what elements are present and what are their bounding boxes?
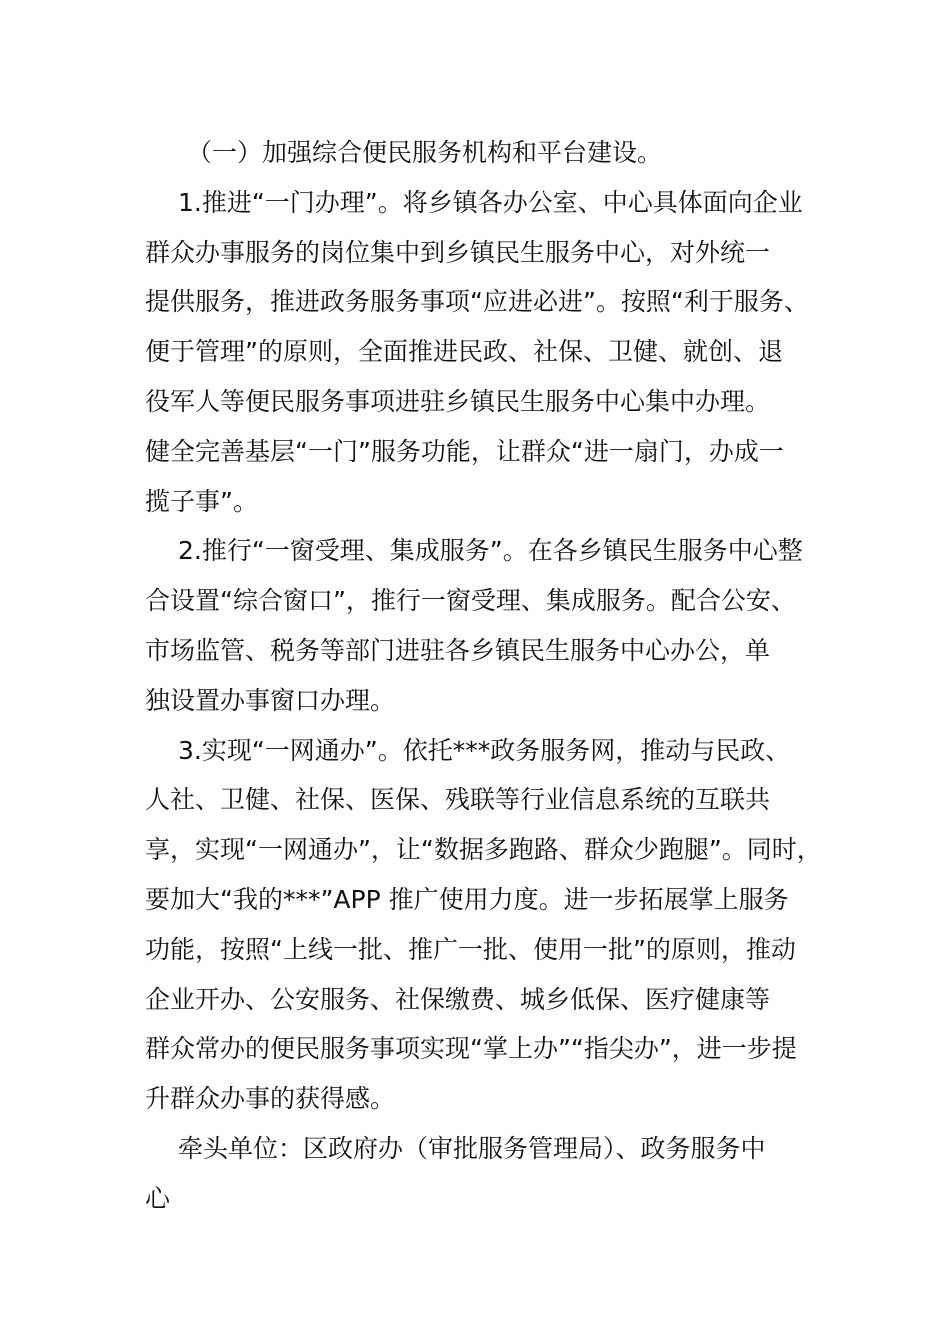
paragraph-3-line: 3.实现“一网通办”。依托***政务服务网，推动与民政、 (178, 735, 791, 765)
paragraph-3-line: 企业开办、公安服务、社保缴费、城乡低保、医疗健康等 (145, 984, 771, 1014)
paragraph-3-line: 升群众办事的获得感。 (145, 1084, 396, 1114)
paragraph-1-line: 揽子事”。 (145, 486, 258, 516)
section-heading: （一）加强综合便民服务机构和平台建设。 (187, 138, 663, 167)
document-body (145, 128, 825, 1224)
lead-unit-line: 心 (145, 1183, 171, 1213)
paragraph-1-line: 群众办事服务的岗位集中到乡镇民生服务中心，对外统一 (145, 237, 771, 267)
paragraph-3-line: 群众常办的便民服务事项实现“掌上办”“指尖办”，进一步提 (145, 1034, 797, 1064)
paragraph-2-line: 市场监管、税务等部门进驻各乡镇民生服务中心办公，单 (145, 635, 771, 665)
paragraph-1-line: 健全完善基层“一门”服务功能，让群众“进一扇门，办成一 (145, 436, 784, 466)
paragraph-3-line: 功能，按照“上线一批、推广一批、使用一批”的原则，推动 (145, 934, 796, 964)
paragraph-2-line: 独设置办事窗口办理。 (145, 685, 396, 715)
paragraph-3-line: 人社、卫健、社保、医保、残联等行业信息系统的互联共 (145, 785, 771, 815)
paragraph-2-line: 合设置“综合窗口”，推行一窗受理、集成服务。配合公安、 (145, 586, 796, 616)
paragraph-3-line: 享，实现“一网通办”，让“数据多跑路、群众少跑腿”。同时， (145, 835, 822, 865)
paragraph-2-line: 2.推行“一窗受理、集成服务”。在各乡镇民生服务中心整 (178, 536, 803, 566)
paragraph-1-line: 1.推进“一门办理”。将乡镇各办公室、中心具体面向企业 (178, 187, 803, 217)
paragraph-1-line: 役军人等便民服务事项进驻乡镇民生服务中心集中办理。 (145, 386, 771, 416)
lead-unit-line: 牵头单位：区政府办（审批服务管理局）、政务服务中 (178, 1133, 766, 1163)
paragraph-3-line: 要加大“我的***”APP 推广使用力度。进一步拓展掌上服务 (145, 884, 789, 914)
paragraph-1-line: 提供服务，推进政务服务事项“应进必进”。按照“利于服务、 (145, 287, 809, 317)
paragraph-1-line: 便于管理”的原则，全面推进民政、社保、卫健、就创、退 (145, 337, 783, 367)
